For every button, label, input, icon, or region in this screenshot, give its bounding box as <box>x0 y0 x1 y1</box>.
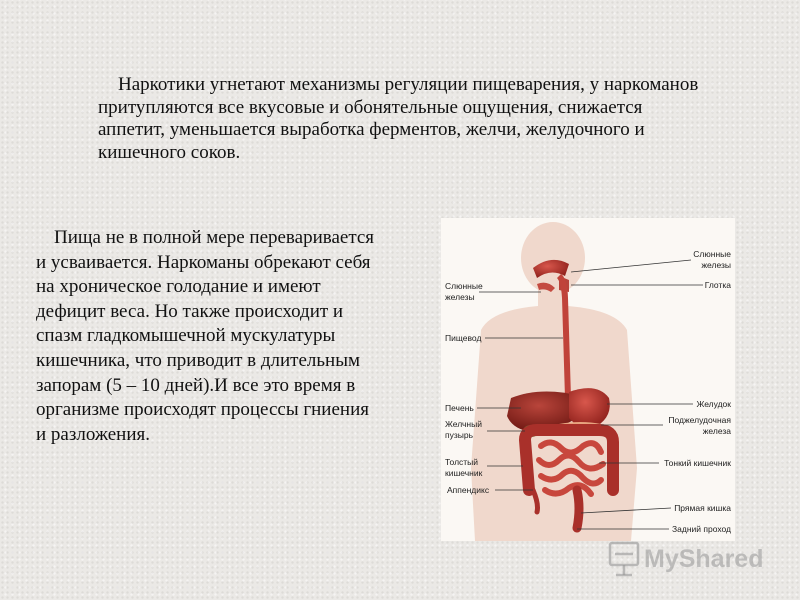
digestive-system-illustration <box>441 218 735 541</box>
intro-paragraph: Наркотики угнетают механизмы регуляции пищеварения, у наркоманов притупляются все вкусовые и обонятельные ощущения, снижается аппетит, уменьшается выработка ферментов, желчи, желудочного и кишечного соков. <box>98 74 699 163</box>
label-small-intestine: Тонкий кишечник <box>664 458 731 468</box>
presentation-screen-icon <box>610 543 638 575</box>
label-colon-2: кишечник <box>445 468 483 478</box>
label-pancreas-1: Поджелудочная <box>668 415 731 425</box>
body-paragraph: Пища не в полной мере переваривается и усваивается. Наркоманы обрекают себя на хроническое голодание и имеют дефицит веса. Но также происходит и спазм гладкомышечной мускулатуры кишечника, что приводит в длительным запорам (5 – 10 дней).И все это время в организме происходят процессы гниения и разложения. <box>36 227 375 445</box>
label-liver: Печень <box>445 403 474 413</box>
label-salivary-glands-right-2: железы <box>701 260 731 270</box>
label-pancreas-2: железа <box>702 426 731 436</box>
label-salivary-glands-left-2: железы <box>445 292 475 302</box>
myshared-watermark <box>606 537 776 581</box>
label-pharynx: Глотка <box>704 280 731 290</box>
label-anus: Задний проход <box>672 524 731 534</box>
rectum-shape <box>577 490 579 528</box>
label-rectum: Прямая кишка <box>674 503 731 513</box>
label-colon-1: Толстый <box>445 457 479 467</box>
label-stomach: Желудок <box>696 399 731 409</box>
digestive-system-diagram <box>441 218 735 541</box>
label-esophagus: Пищевод <box>445 333 482 343</box>
label-appendix: Аппендикс <box>447 485 490 495</box>
label-salivary-glands-right-1: Слюнные <box>693 249 731 259</box>
label-gallbladder-2: пузырь <box>445 430 474 440</box>
label-salivary-glands-left-1: Слюнные <box>445 281 483 291</box>
logo-text: MyShared <box>644 545 764 573</box>
label-gallbladder-1: Желчный <box>445 419 482 429</box>
